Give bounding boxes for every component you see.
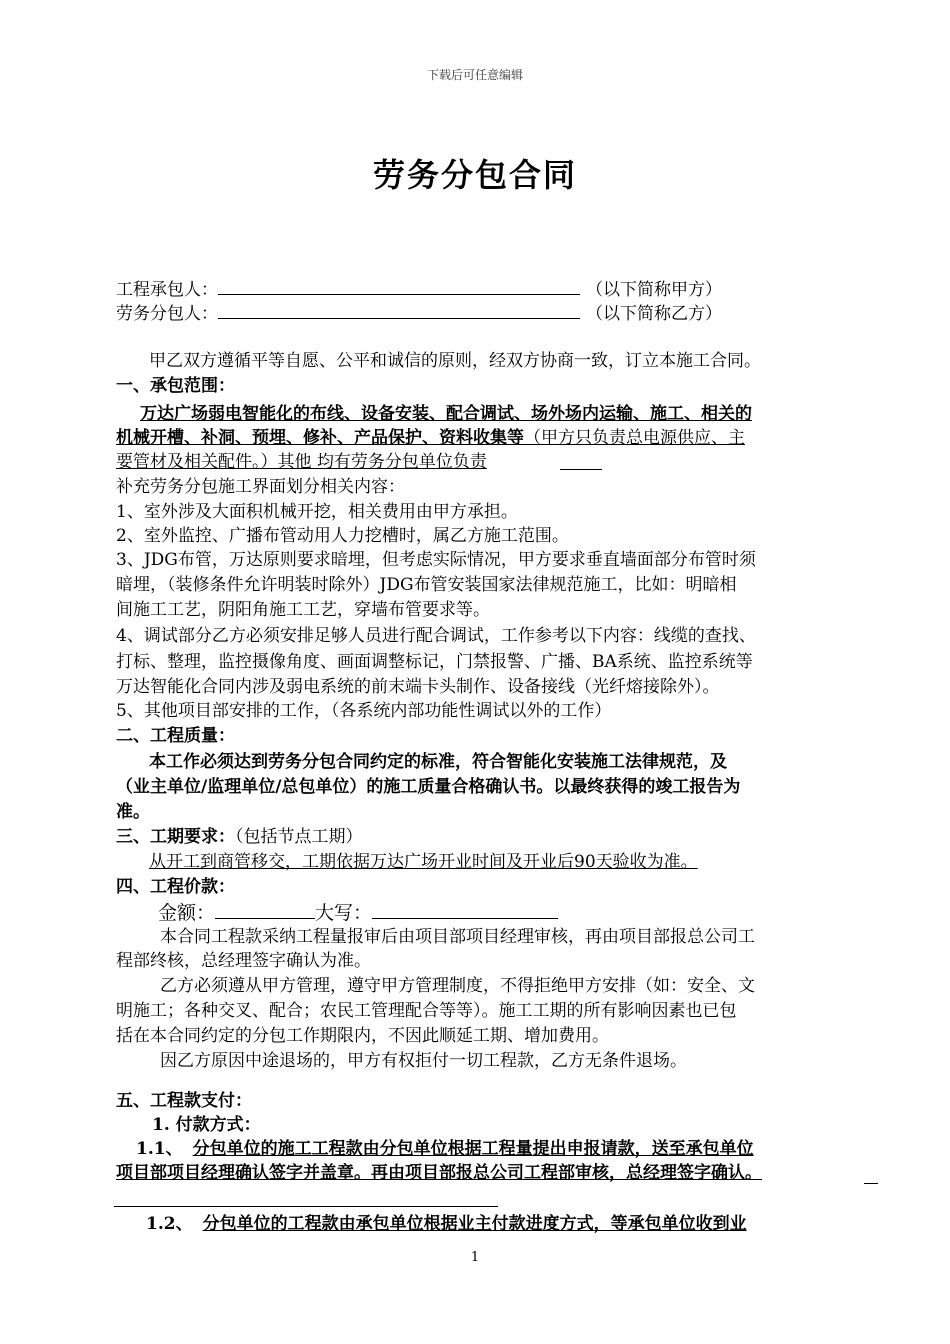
capital-amount-label: 大写： [315,902,373,924]
scope-line-3: 要管材及相关配件。）其他 均有劳务分包单位负责 [116,452,487,472]
party-a-label: 工程承包人： [116,280,218,300]
scope-line-1: 万达广场弱电智能化的布线、设备安装、配合调试、场外场内运输、施工、相关的 [140,404,752,424]
amount-label: 金额： [158,902,216,924]
price-line-1: 本合同工程款采纳工程量报审后由项目部项目经理审核，再由项目部报总公司工 [160,927,755,947]
payment-method-heading: 1. 付款方式： [152,1115,261,1135]
payment-item-1-2-number: 1.2、 [146,1214,193,1234]
price-line-5: 括在本合同约定的分包工作期限内，不因此顺延工期、增加费用。 [116,1026,609,1046]
payment-item-1-1-number: 1.1、 [136,1139,183,1159]
supplement-item-3-line-1: 3、JDG布管，万达原则要求暗埋，但考虑实际情况，甲方要求垂直墙面部分布管时须 [116,550,756,570]
supplement-item-4-line-2: 打标、整理，监控摄像角度、画面调整标记，门禁报警、广播、BA系统、监控系统等 [116,652,753,672]
payment-item-1-1-line-1 [136,1137,754,1161]
amount-line [158,900,558,925]
scope-line-2-rest: （甲方只负责总电源供应、主 [524,428,745,448]
amount-blank[interactable] [215,900,315,919]
party-b-blank[interactable] [218,300,580,319]
price-line-2: 程部终核，总经理签字确认为准。 [116,951,371,971]
party-b-line [116,300,722,326]
supplement-item-4-line-3: 万达智能化合同内涉及弱电系统的前末端卡头制作、设备接线（光纤熔接除外）。 [116,677,720,697]
supplement-item-5: 5、其他项目部安排的工作，（各系统内部功能性调试以外的工作） [116,701,612,721]
schedule-line: 从开工到商管移交，工期依据万达广场开业时间及开业后90天验收为准。 [149,852,698,872]
party-b-suffix: （以下简称乙方） [586,304,722,324]
supplement-title: 补充劳务分包施工界面划分相关内容： [116,477,405,497]
price-line-3: 乙方必须遵从甲方管理，遵守甲方管理制度，不得拒绝甲方安排（如：安全、文 [160,976,755,996]
payment-item-1-2-text: 分包单位的工程款由承包单位根据业主付款进度方式，等承包单位收到业 [202,1214,747,1234]
party-b-label: 劳务分包人： [116,304,218,324]
header-note: 下载后可任意编辑 [426,68,523,82]
party-a-blank[interactable] [218,276,580,295]
intro-paragraph: 甲乙双方遵循平等自愿、公平和诚信的原则，经双方协商一致，订立本施工合同。 [149,351,761,371]
quality-line-2: （业主单位/监理单位/总包单位）的施工质量合格确认书。以最终获得的竣工报告为 [116,777,741,797]
scope-line-2 [116,426,745,450]
payment-item-1-1-text: 分包单位的施工工程款由分包单位根据工程量提出申报请款，送至承包单位 [192,1139,754,1159]
payment-item-1-1-line-2: 项目部项目经理确认签字并盖章。再由项目部报总公司工程部审核，总经理签字确认。 [116,1163,762,1183]
supplement-item-4-line-1: 4、调试部分乙方必须安排足够人员进行配合调试，工作参考以下内容：线缆的查找、 [116,626,756,646]
section-3-heading: 三、工期要求： [116,827,235,847]
section-5-heading: 五、工程款支付： [116,1091,252,1111]
section-2-heading: 二、工程质量： [116,726,235,746]
supplement-item-2: 2、室外监控、广播布管动用人力挖槽时，属乙方施工范围。 [116,526,569,546]
quality-line-3: 准。 [116,802,150,822]
supplement-item-3-line-2: 暗埋，（装修条件允许明装时除外）JDG布管安装国家法律规范施工，比如：明暗相 [116,575,737,595]
payment-item-1-2-line-1 [146,1212,747,1236]
payment-underline-tail [864,1183,878,1184]
footnote-separator [114,1206,498,1207]
section-4-heading: 四、工程价款： [116,877,235,897]
page-number: 1 [470,1250,480,1265]
scope-line-2-bold: 机械开槽、补洞、预埋、修补、产品保护、资料收集等 [116,428,524,448]
section-1-heading: 一、承包范围： [116,376,235,396]
price-line-4: 明施工；各种交叉、配合；农民工管理配合等等）。施工工期的所有影响因素也已包 [116,1001,737,1021]
price-line-6: 因乙方原因中途退场的，甲方有权拒付一切工程款，乙方无条件退场。 [160,1051,687,1071]
party-a-line [116,276,722,302]
scope-underline-tail [560,469,602,470]
party-a-suffix: （以下简称甲方） [586,280,722,300]
section-3-note: （包括节点工期） [235,827,363,847]
capital-amount-blank[interactable] [372,900,558,919]
section-3-heading-line [116,825,363,849]
supplement-item-1: 1、室外涉及大面积机械开挖，相关费用由甲方承担。 [116,502,518,522]
document-title: 劳务分包合同 [372,156,577,194]
quality-line-1: 本工作必须达到劳务分包合同约定的标准，符合智能化安装施工法律规范，及 [149,752,727,772]
supplement-item-3-line-3: 间施工工艺，阴阳角施工工艺，穿墙布管要求等。 [116,600,490,620]
